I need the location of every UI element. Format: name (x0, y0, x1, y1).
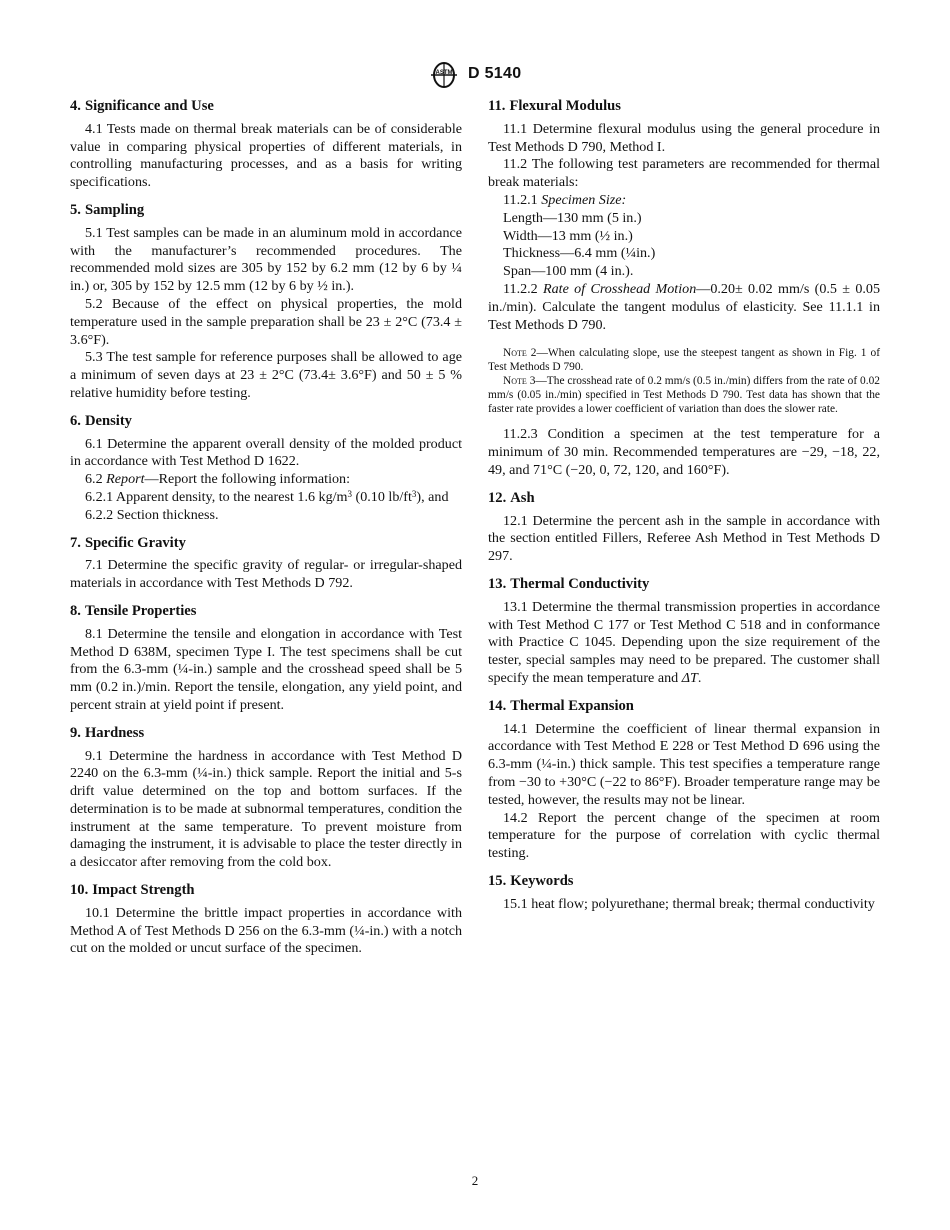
page-header (0, 62, 950, 90)
paragraph: 6.2.1 Apparent density, to the nearest 1.6 $kg/m^3$ (0.10 $lb/ft^3$), and (85, 488, 449, 505)
spec-length: Length—130 mm (5 in.) (503, 209, 642, 226)
section-heading: 7. Specific Gravity (70, 534, 186, 551)
paragraph: 11.2 The following test parameters are recommended for thermal break materials: (488, 156, 880, 191)
section-heading: 11. Flexural Modulus (488, 98, 621, 114)
section-9 (70, 725, 462, 872)
paragraph: 5.3 The test sample for reference purposes shall be allowed to age a minimum of seven days at 23 ± 2°C (73.4± 3.6°F) and 50 ± 5 % relative humidity before testing. (70, 349, 462, 401)
note-3: Note 3—The crosshead rate of 0.2 mm/s (0.5 in./min) differs from the rate of 0.02 mm/s (0.05 in./min) specified in Test Methods D 790. Test data has shown that the faster rate provides a lower coefficient of variation than does the slower rate. (488, 375, 880, 416)
section-7 (70, 535, 462, 593)
section-8 (70, 603, 462, 715)
paragraph: 4.1 Tests made on thermal break materials can be of considerable value in comparing physical properties of different materials, in controlling manufacturing processes, and as a basis for writing specifications. (70, 120, 462, 191)
document-designation: D 5140 (468, 65, 522, 82)
spec-width: Width—13 mm (½ in.) (503, 227, 633, 244)
paragraph: 8.1 Determine the tensile and elongation in accordance with Test Method D 638M, specimen Type I. The test specimens shall be cut from the 6.3-mm (¼-in.) sample and the crosshead speed shall be 5 mm (0.2 in.)/min. Report the tensile, elongation, any yield point, and percent strain at yield point if present. (70, 625, 462, 713)
section-14 (488, 698, 880, 863)
section-heading: 9. Hardness (70, 724, 145, 741)
page-number: 2 (471, 1173, 479, 1188)
paragraph: 14.2 Report the percent change of the specimen at room temperature for the purpose of correlation with cyclic thermal testing. (488, 809, 880, 862)
left-column (70, 98, 462, 968)
section-6 (70, 413, 462, 525)
section-5 (70, 202, 462, 403)
paragraph: 11.1 Determine flexural modulus using the general procedure in Test Methods D 790, Method I. (488, 120, 880, 155)
section-heading: 15. Keywords (488, 872, 574, 889)
note-2: Note 2—When calculating slope, use the steepest tangent as shown in Fig. 1 of Test Methods D 790. (488, 347, 880, 374)
section-heading: 6. Density (70, 412, 132, 429)
paragraph: 15.1 heat flow; polyurethane; thermal break; thermal conductivity (503, 895, 875, 912)
section-heading: 8. Tensile Properties (70, 602, 197, 619)
paragraph: 9.1 Determine the hardness in accordance with Test Method D 2240 on the 6.3-mm (¼-in.) thick sample. Report the initial and 5-s drift value determined on the top and bottom surfaces. If the determination is to be made at subnormal temperatures, condition the instrument at the same temperature. To prevent moisture from damaging the instrument, it is advisable to place the tester directly in a desiccator after removing from the cold box. (70, 747, 462, 871)
astm-logo-icon (427, 62, 463, 88)
svg-text:ASTM: ASTM (435, 70, 453, 76)
paragraph: 5.1 Test samples can be made in an aluminum mold in accordance with the manufacturer’s recommended procedures. The recommended mold sizes are 305 by 152 by 6.2 mm (12 by 6 by ¼ in.) or, 305 by 152 by 12.5 mm (12 by 6 by ½ in.). (70, 224, 462, 295)
section-heading: 4. Significance and Use (70, 98, 214, 114)
section-11 (488, 98, 880, 480)
paragraph: 10.1 Determine the brittle impact properties in accordance with Method A of Test Methods D 256 on the 6.3-mm (¼-in.) with a notch cut on the molded or uncut surface of the specimen. (70, 904, 462, 957)
paragraph: 6.1 Determine the apparent overall density of the molded product in accordance with Test Method D 1622. (70, 435, 462, 470)
notes (488, 346, 880, 416)
paragraph: 14.1 Determine the coefficient of linear thermal expansion in accordance with Test Method E 228 or Test Method D 696 using the 6.3-mm (¼-in.) thick sample. This test specifies a temperature range from −30 to +30°C (−22 to 86°F). Broader temperature range may be tested, however, the results may not be linear. (488, 720, 880, 808)
section-heading: 10. Impact Strength (70, 882, 195, 899)
paragraph: 7.1 Determine the specific gravity of regular- or irregular-shaped materials in accordance with Test Methods D 792. (70, 557, 462, 592)
section-heading: 12. Ash (488, 489, 535, 506)
section-4 (70, 98, 462, 192)
section-12 (488, 490, 880, 566)
section-heading: 13. Thermal Conductivity (488, 575, 650, 592)
paragraph: 6.2 Report—Report the following information: (85, 471, 351, 488)
right-column (488, 98, 880, 923)
paragraph: 13.1 Determine the thermal transmission properties in accordance with Test Method C 177 or Test Method C 518 and in conformance with Practice C 1045. Depending upon the size requirement of the tester, special samples may need to be prepared. The customer shall specify the mean temperature and ΔT. (488, 598, 880, 686)
paragraph: 11.2.3 Condition a specimen at the test temperature for a minimum of 30 min. Recommended temperatures are −29, −18, 22, 49, and 71°C (−20, 0, 72, 120, and 160°F). (488, 426, 880, 478)
paragraph: 11.2.1 Specimen Size: (503, 191, 627, 208)
paragraph: 12.1 Determine the percent ash in the sample in accordance with the section entitled Fillers, Referee Ash Method in Test Methods D 297. (488, 512, 880, 565)
section-heading: 14. Thermal Expansion (488, 697, 634, 714)
section-15 (488, 873, 880, 914)
paragraph: 6.2.2 Section thickness. (85, 506, 219, 523)
section-13 (488, 576, 880, 688)
spec-span: Span—100 mm (4 in.). (503, 263, 634, 280)
paragraph: 5.2 Because of the effect on physical properties, the mold temperature used in the sample preparation shall be 23 ± 2°C (73.4 ± 3.6°F). (70, 295, 462, 348)
spec-thickness: Thickness—6.4 mm (¼in.) (503, 245, 656, 262)
section-heading: 5. Sampling (70, 201, 145, 218)
section-10 (70, 882, 462, 958)
paragraph: 11.2.2 Rate of Crosshead Motion—0.20± 0.02 mm/s (0.5 ± 0.05 in./min). Calculate the tangent modulus of elasticity. See 11.1.1 in Test Methods D 790. (488, 280, 880, 333)
